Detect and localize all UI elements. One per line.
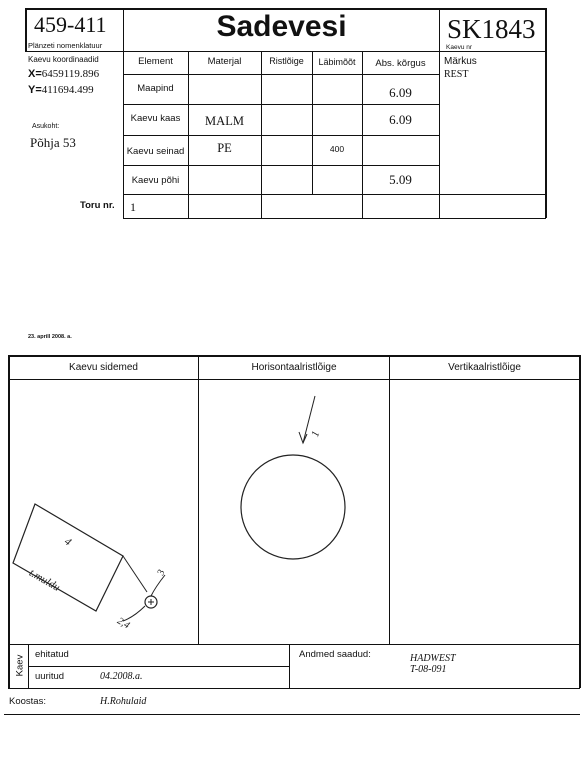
data-from-label: Andmed saadud: bbox=[299, 649, 371, 660]
remarks-label: Märkus bbox=[444, 56, 477, 67]
data-from-value: T-08-091 bbox=[410, 664, 447, 675]
col-materjal: Materjal bbox=[207, 56, 242, 67]
panel-title-middle: Horisontaalristlõige bbox=[251, 362, 337, 373]
coords-label: Kaevu koordinaadid bbox=[28, 55, 99, 64]
coord-y-value: 411694.499 bbox=[41, 84, 94, 96]
coord-y bbox=[28, 84, 94, 96]
row-element: Maapind bbox=[137, 83, 174, 94]
well-circle bbox=[241, 455, 345, 559]
sketch-label-building: t.muldu bbox=[27, 566, 62, 594]
sketch-label-2: 2,4 bbox=[115, 615, 132, 632]
side-label: Kaev bbox=[14, 654, 26, 677]
page-title: Sadevesi bbox=[216, 10, 347, 43]
row-labimoot: 400 bbox=[329, 144, 345, 154]
row-element: Kaevu seinad bbox=[126, 146, 185, 157]
arrow-label: 1 bbox=[309, 429, 323, 439]
building-outline bbox=[13, 504, 123, 611]
col-ristloige: Ristlõige bbox=[269, 56, 304, 66]
sheet-number: 459-411 bbox=[34, 12, 107, 37]
built-label: ehitatud bbox=[35, 649, 69, 660]
well-id-label: Kaevu nr bbox=[446, 44, 473, 51]
date-note: 23. aprill 2008. a. bbox=[28, 334, 72, 340]
surveyed-label: uuritud bbox=[35, 671, 65, 682]
col-korgus: Abs. kõrgus bbox=[375, 58, 426, 69]
coord-x-value: 6459119.896 bbox=[41, 68, 100, 80]
row-korgus: 6.09 bbox=[389, 85, 412, 100]
sketch-label-4: 4 bbox=[62, 535, 74, 549]
dimension-line bbox=[123, 556, 147, 592]
coord-x bbox=[28, 68, 99, 80]
well-id: SK1843 bbox=[447, 14, 536, 44]
row-korgus: 6.09 bbox=[389, 112, 412, 127]
surveyed-value: 04.2008.a. bbox=[100, 671, 143, 682]
remarks-value: REST bbox=[444, 69, 469, 80]
row-materjal: MALM bbox=[205, 114, 244, 128]
pipe-label: Toru nr. bbox=[80, 200, 115, 211]
col-labimoot: Läbimõõt bbox=[318, 57, 356, 67]
pipe-value: 1 bbox=[130, 200, 136, 214]
sketch-label-3: 3 bbox=[155, 568, 168, 577]
sheet-number-label: Plänzeti nomenklatuur bbox=[28, 41, 103, 50]
location-label: Asukoht: bbox=[32, 123, 60, 130]
compiled-value: H.Rohulaid bbox=[100, 696, 147, 707]
panel-title-left: Kaevu sidemed bbox=[69, 362, 138, 373]
horizontal-section bbox=[199, 380, 389, 644]
panel-title-right: Vertikaalristlõige bbox=[448, 362, 521, 373]
row-element: Kaevu põhi bbox=[131, 175, 180, 186]
data-from-value: HADWEST bbox=[410, 653, 456, 664]
row-materjal: PE bbox=[217, 141, 232, 155]
coord-y-label: Y= bbox=[28, 84, 42, 96]
dimension-line bbox=[151, 575, 165, 596]
location-sketch bbox=[9, 380, 198, 644]
row-korgus: 5.09 bbox=[389, 172, 412, 187]
col-element: Element bbox=[138, 56, 173, 67]
location-value: Põhja 53 bbox=[30, 135, 76, 150]
row-element: Kaevu kaas bbox=[130, 113, 181, 124]
coord-x-label: X= bbox=[28, 68, 42, 80]
compiled-label: Koostas: bbox=[9, 696, 46, 707]
